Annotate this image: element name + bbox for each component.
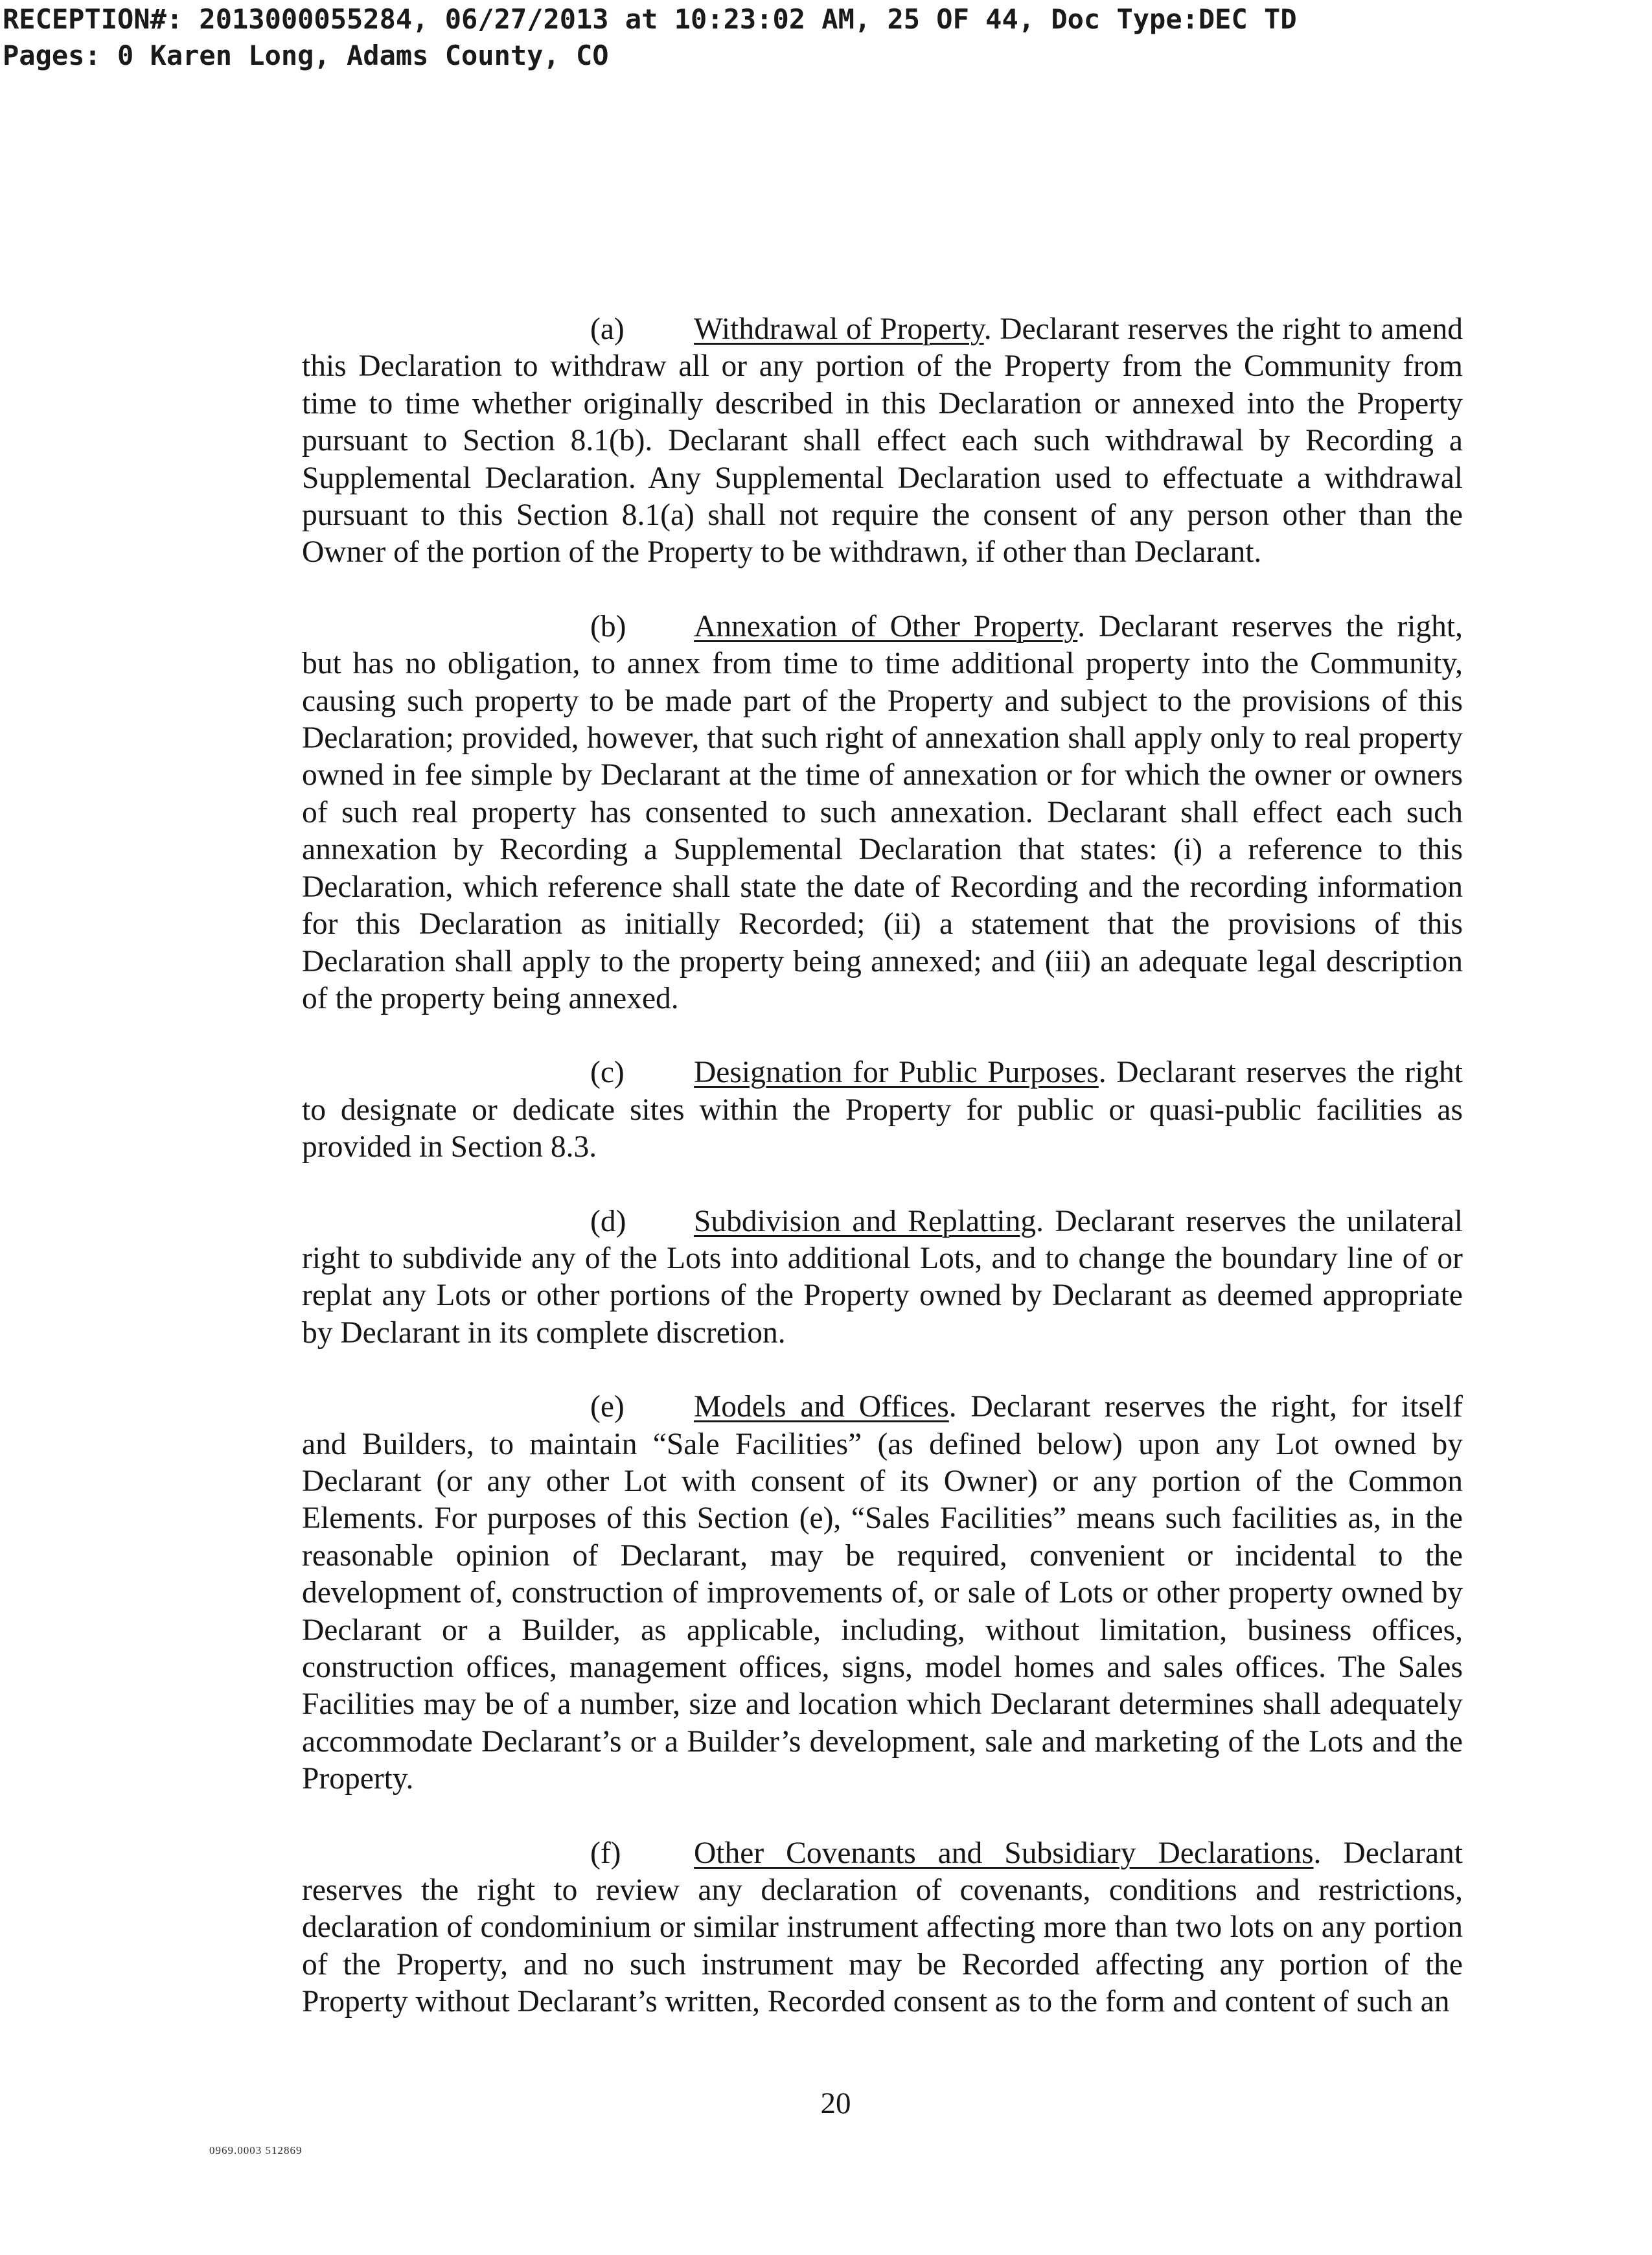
section-label: (b) bbox=[590, 609, 626, 643]
section-heading: Withdrawal of Property bbox=[694, 312, 984, 346]
section-e-models-offices bbox=[302, 1389, 1463, 1798]
section-text: . Declarant reserves the unilateral right to subdivide any of the Lots into additional Lots, and to change the boundary line of or replat any Lots or other portions of the Property owned by Declarant as deemed appropriate by Declarant in its complete discretion. bbox=[302, 1204, 1463, 1350]
section-label: (e) bbox=[590, 1390, 625, 1424]
section-label: (d) bbox=[590, 1204, 626, 1238]
section-heading: Subdivision and Replatting bbox=[694, 1204, 1037, 1238]
section-label: (f) bbox=[590, 1836, 621, 1870]
section-heading: Models and Offices bbox=[694, 1390, 949, 1424]
recording-header bbox=[3, 1, 1297, 74]
section-heading: Designation for Public Purposes bbox=[694, 1056, 1099, 1090]
document-body bbox=[302, 311, 1463, 2058]
section-text: . Declarant reserves the right to amend this Declaration to withdraw all or any portion of the Property from the Community from time to time whether originally described in this Declaration or annexed into the Property pursuant to Section 8.1(b). Declarant shall effect each such withdrawal by Recording a Supplemental Declaration. Any Supplemental Declaration used to effectuate a withdrawal pursuant to this Section 8.1(a) shall not require the consent of any person other than the Owner of the portion of the Property to be withdrawn, if other than Declarant. bbox=[302, 312, 1463, 570]
page-number: 20 bbox=[820, 2087, 851, 2120]
section-label: (a) bbox=[590, 312, 625, 346]
section-c-public-purposes bbox=[302, 1054, 1463, 1166]
section-f-other-covenants bbox=[302, 1835, 1463, 2021]
recording-header-line-1: RECEPTION#: 2013000055284, 06/27/2013 at 10:23:02 AM, 25 OF 44, Doc Type:DEC TD bbox=[3, 3, 1297, 35]
section-b-annexation bbox=[302, 608, 1463, 1017]
recording-header-line-2: Pages: 0 Karen Long, Adams County, CO bbox=[3, 40, 609, 71]
section-text: . Declarant reserves the right, for itself and Builders, to maintain “Sale Facilities” (as defined below) upon any Lot owned by Declarant (or any other Lot with consent of its Owner) or any portion of the Common Elements. For purposes of this Section (e), “Sales Facilities” means such facilities as, in the reasonable opinion of Declarant, may be required, convenient or incidental to the development of, construction of improvements of, or sale of Lots or other property owned by Declarant or a Builder, as applicable, including, without limitation, business offices, construction offices, management offices, signs, model homes and sales offices. The Sales Facilities may be of a number, size and location which Declarant determines shall adequately accommodate Declarant’s or a Builder’s development, sale and marketing of the Lots and the Property. bbox=[302, 1390, 1463, 1796]
section-d-subdivision bbox=[302, 1203, 1463, 1352]
document-code: 0969.0003 512869 bbox=[209, 2144, 303, 2157]
section-heading: Other Covenants and Subsidiary Declarations bbox=[694, 1836, 1314, 1870]
section-text: . Declarant reserves the right to review any declaration of covenants, conditions and restrictions, declaration of condominium or similar instrument affecting more than two lots on any portion of the Property, and no such instrument may be Recorded affecting any portion of the Property without Declarant’s written, Recorded consent as to the form and content of such an bbox=[302, 1836, 1463, 2019]
section-text: . Declarant reserves the right, but has no obligation, to annex from time to time additional property into the Community, causing such property to be made part of the Property and subject to the provisions of this Declaration; provided, however, that such right of annexation shall apply only to real property owned in fee simple by Declarant at the time of annexation or for which the owner or owners of such real property has consented to such annexation. Declarant shall effect each such annexation by Recording a Supplemental Declaration that states: (i) a reference to this Declaration, which reference shall state the date of Recording and the recording information for this Declaration as initially Recorded; (ii) a statement that the provisions of this Declaration shall apply to the property being annexed; and (iii) an adequate legal description of the property being annexed. bbox=[302, 609, 1463, 1015]
section-heading: Annexation of Other Property bbox=[694, 609, 1078, 643]
section-text: . Declarant reserves the right to designate or dedicate sites within the Property for public or quasi-public facilities as provided in Section 8.3. bbox=[302, 1056, 1463, 1164]
section-label: (c) bbox=[590, 1056, 625, 1090]
section-a-withdrawal bbox=[302, 311, 1463, 572]
